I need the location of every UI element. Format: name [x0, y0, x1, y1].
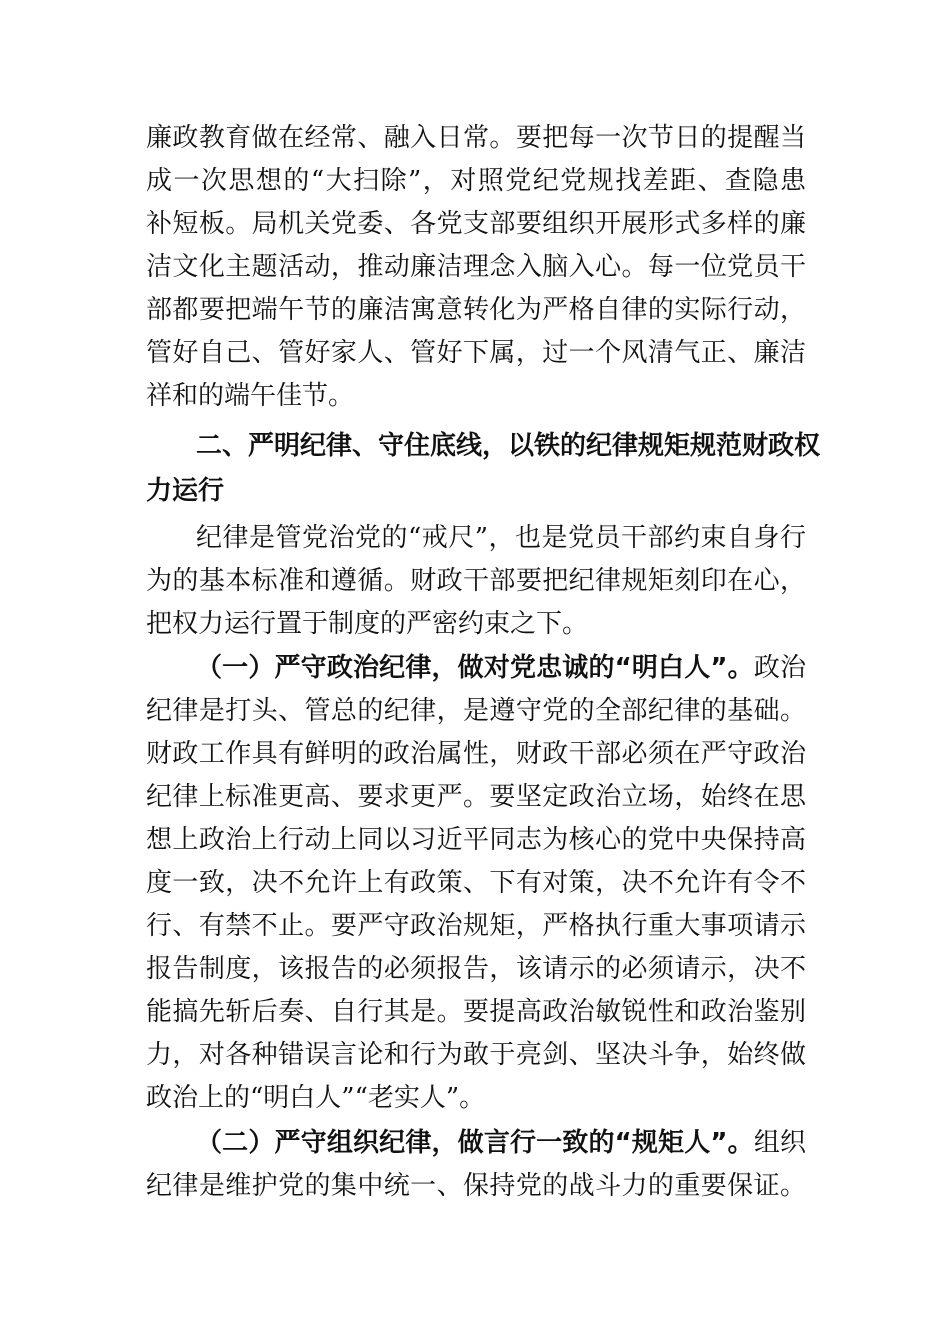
paragraph-line: 想上政治上行动上同以习近平同志为核心的党中央保持高	[146, 825, 806, 855]
paragraph-line: 纪律是维护党的集中统一、保持党的战斗力的重要保证。	[146, 1171, 806, 1201]
paragraph-line: 为的基本标准和遵循。财政干部要把纪律规矩刻印在心，	[146, 566, 806, 596]
paragraph-line: 报告制度，该报告的必须报告，该请示的必须请示，决不	[146, 954, 806, 984]
paragraph-line: 行、有禁不止。要严守政治规矩，严格执行重大事项请示	[146, 911, 806, 941]
subsection-first-line	[196, 648, 806, 688]
paragraph-line: 度一致，决不允许上有政策、下有对策，决不允许有令不	[146, 868, 806, 898]
paragraph-line: 纪律是管党治党的“戒尺”，也是党员干部约束自身行	[196, 523, 806, 553]
section-heading: 二、严明纪律、守住底线，以铁的纪律规矩规范财政权	[196, 431, 821, 461]
paragraph-line: 管好自己、管好家人、管好下属，过一个风清气正、廉洁	[146, 338, 806, 368]
subsection-heading: （二）严守组织纪律，做言行一致的“规矩人”。	[196, 1128, 754, 1158]
paragraph-line: 把权力运行置于制度的严密约束之下。	[146, 609, 589, 639]
paragraph-line: 纪律上标准更高、要求更严。要坚定政治立场，始终在思	[146, 782, 806, 812]
paragraph-text: 组织	[753, 1128, 806, 1158]
paragraph-text: 政治	[753, 653, 806, 683]
paragraph-line: 洁文化主题活动，推动廉洁理念入脑入心。每一位党员干	[146, 252, 806, 282]
paragraph-line: 能搞先斩后奏、自行其是。要提高政治敏锐性和政治鉴别	[146, 997, 806, 1027]
paragraph-line: 财政工作具有鲜明的政治属性，财政干部必须在严守政治	[146, 739, 806, 769]
paragraph-line: 廉政教育做在经常、融入日常。要把每一次节日的提醒当	[146, 123, 806, 153]
paragraph-line: 政治上的“明白人”“老实人”。	[146, 1083, 486, 1113]
subsection-first-line	[196, 1123, 806, 1163]
section-heading: 力运行	[146, 476, 225, 506]
subsection-heading: （一）严守政治纪律，做对党忠诚的“明白人”。	[196, 653, 754, 683]
paragraph-line: 纪律是打头、管总的纪律，是遵守党的全部纪律的基础。	[146, 696, 806, 726]
paragraph-line: 祥和的端午佳节。	[146, 381, 355, 411]
paragraph-line: 成一次思想的“大扫除”，对照党纪党规找差距、查隐患	[146, 166, 806, 196]
paragraph-line: 部都要把端午节的廉洁寓意转化为严格自律的实际行动，	[146, 295, 806, 325]
paragraph-line: 力，对各种错误言论和行为敢于亮剑、坚决斗争，始终做	[146, 1040, 806, 1070]
paragraph-line: 补短板。局机关党委、各党支部要组织开展形式多样的廉	[146, 209, 806, 239]
